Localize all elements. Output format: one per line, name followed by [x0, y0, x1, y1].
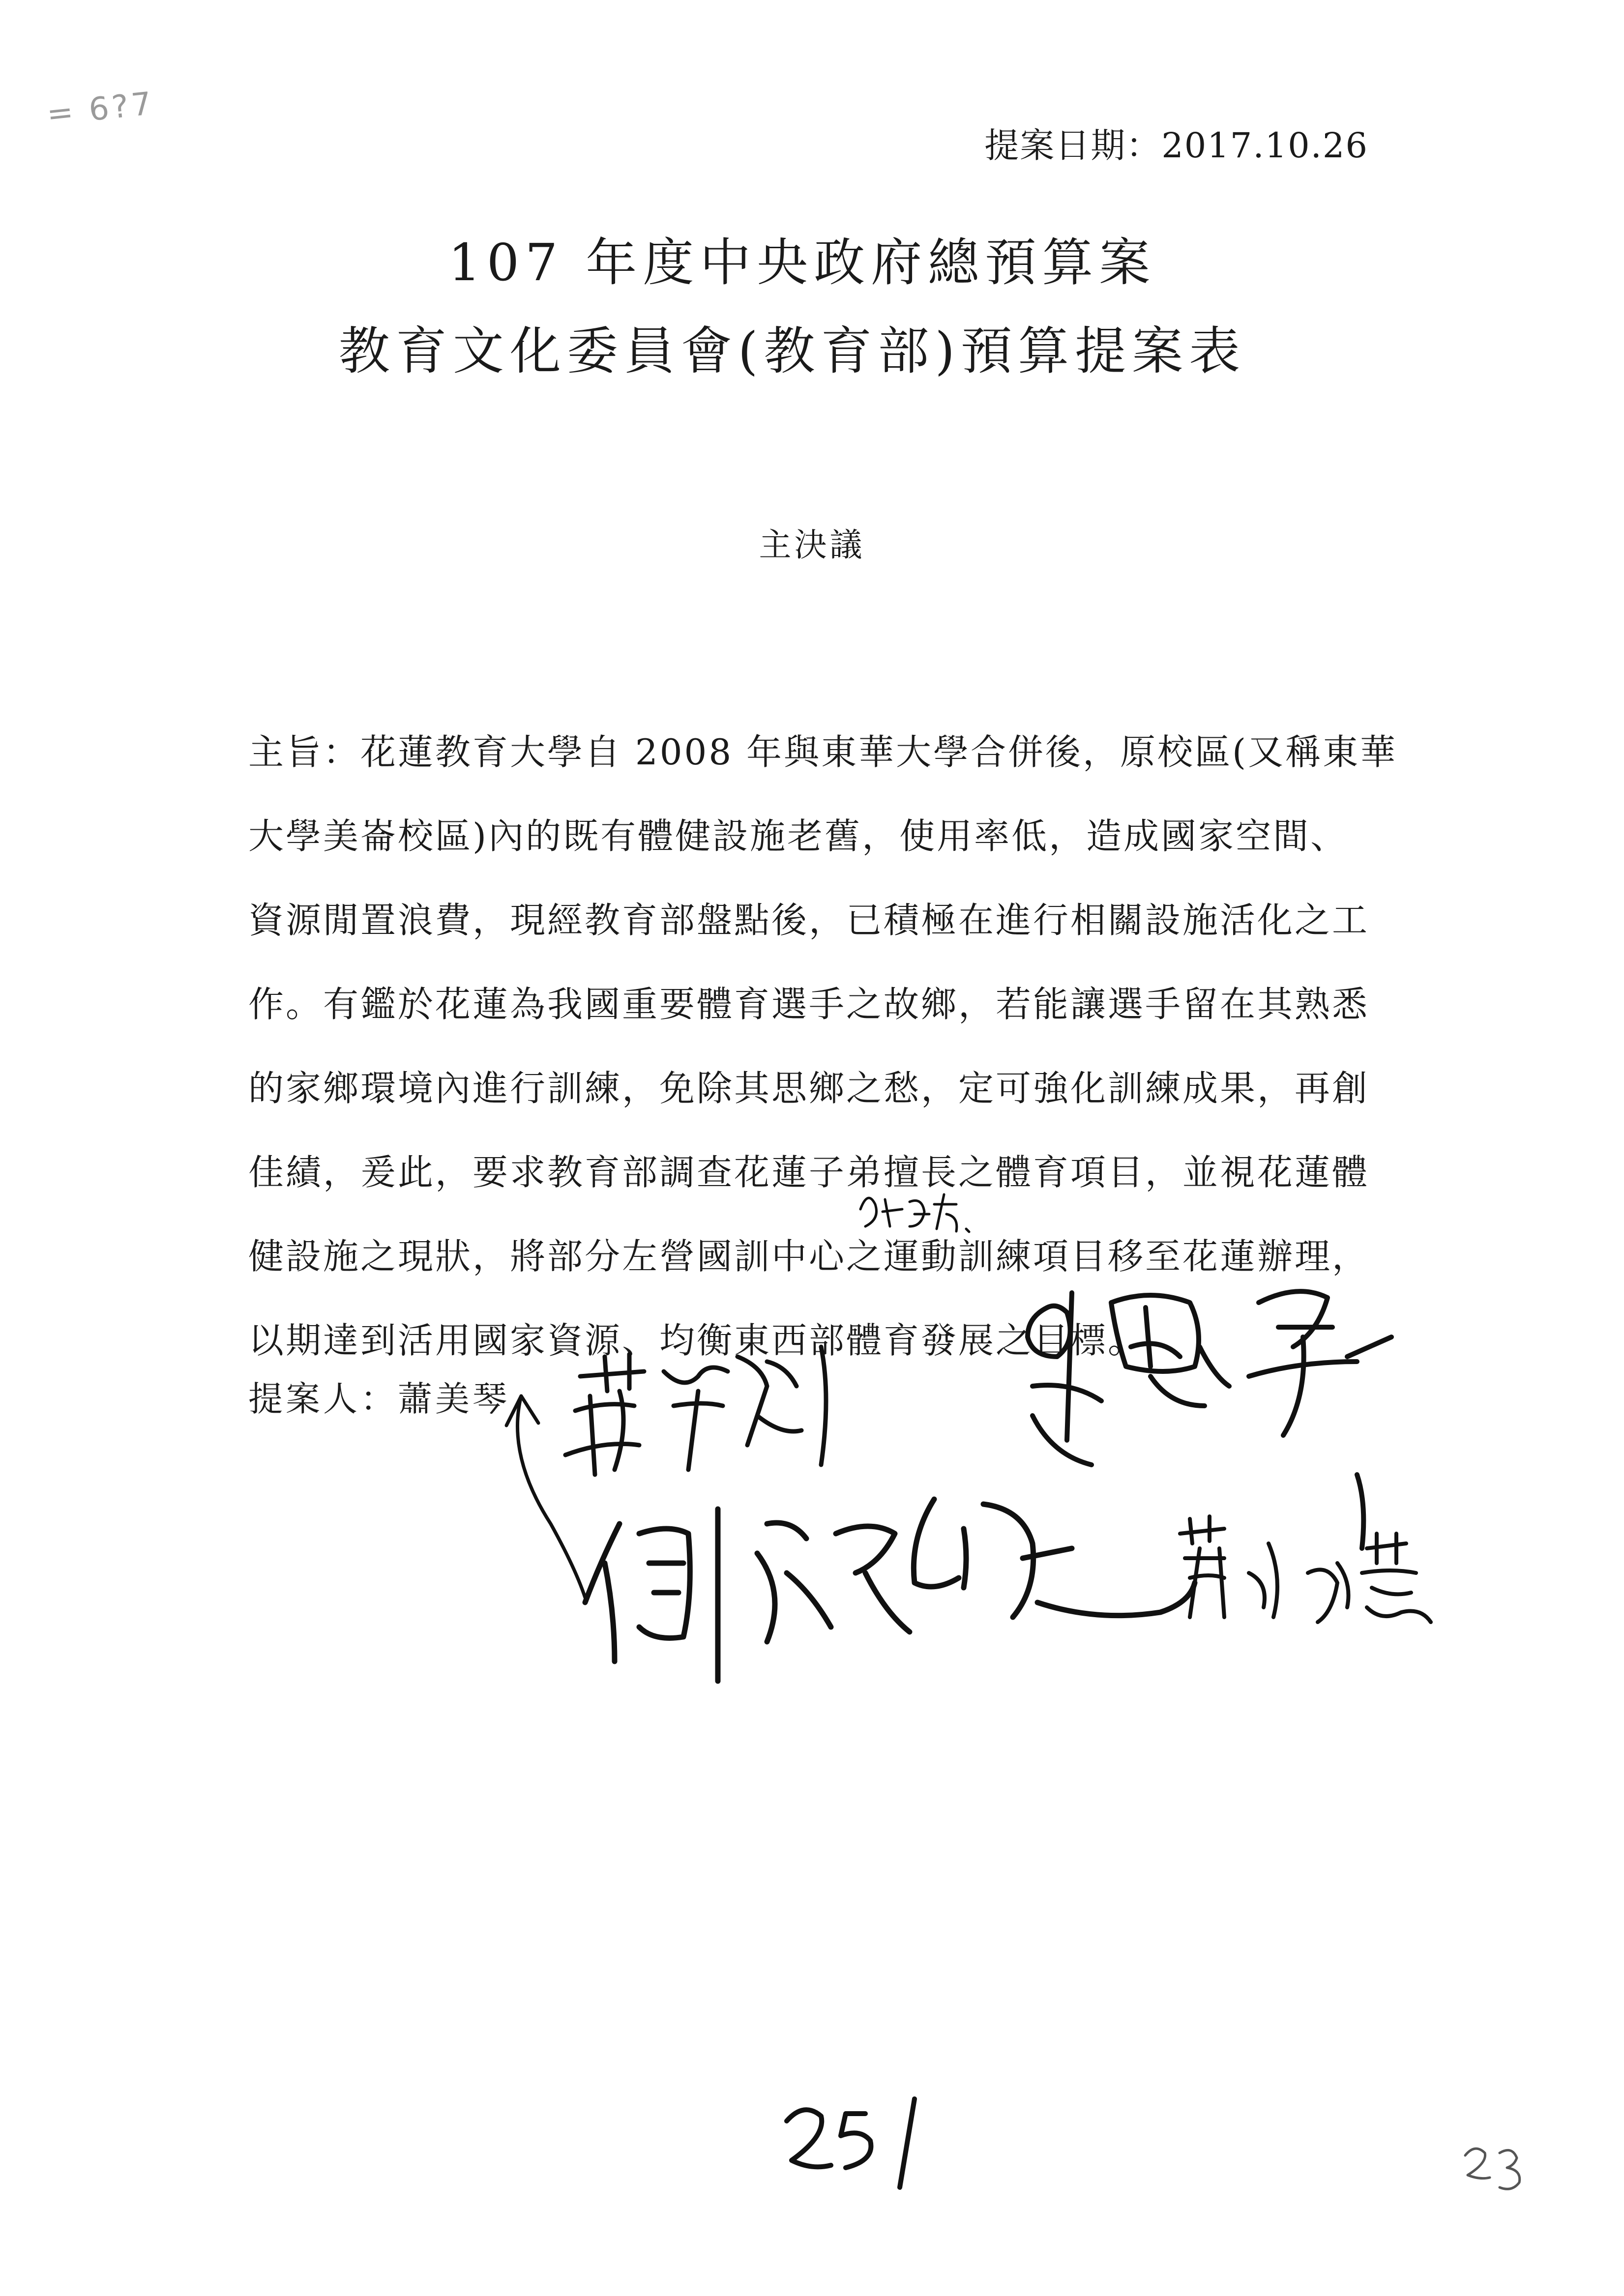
handwritten-insertion	[860, 1194, 969, 1232]
signature-1	[565, 1347, 826, 1475]
body-line: 的家鄉環境內進行訓練，免除其思鄉之愁，定可強化訓練成果，再創	[248, 1068, 1370, 1109]
signature-2	[1028, 1291, 1391, 1548]
corner-page-number-drawing	[1465, 2149, 1520, 2189]
proposal-date: 提案日期：2017.10.26	[984, 125, 1368, 166]
body-line: 以期達到活用國家資源、均衡東西部體育發展之目標。	[248, 1320, 1146, 1361]
proposer-label: 提案人：蕭美琴	[248, 1379, 510, 1419]
corner-handwritten-mark: = 6?7	[45, 85, 156, 133]
section-heading: 主決議	[759, 526, 865, 564]
page-number-drawing	[787, 2099, 915, 2187]
body-line: 健設施之現狀，將部分左營國訓中心之運動訓練項目移至花蓮辦理，	[248, 1236, 1370, 1277]
signature-4	[1180, 1516, 1431, 1622]
body-line: 大學美崙校區)內的既有體健設施老舊，使用率低，造成國家空間、	[248, 815, 1348, 857]
body-line: 主旨：花蓮教育大學自 2008 年與東華大學合併後，原校區(又稱東華	[248, 731, 1398, 773]
signature-arrow	[506, 1396, 585, 1598]
title-line-1: 107 年度中央政府總預算案	[448, 233, 1156, 292]
body-line: 作。有鑑於花蓮為我國重要體育選手之故鄉，若能讓選手留在其熟悉	[248, 984, 1370, 1025]
signature-3	[585, 1499, 1195, 1681]
body-line: 佳績，爰此，要求教育部調查花蓮子弟擅長之體育項目，並視花蓮體	[248, 1152, 1370, 1193]
title-line-2: 教育文化委員會(教育部)預算提案表	[338, 321, 1246, 381]
body-line: 資源閒置浪費，現經教育部盤點後，已積極在進行相關設施活化之工	[248, 900, 1370, 941]
